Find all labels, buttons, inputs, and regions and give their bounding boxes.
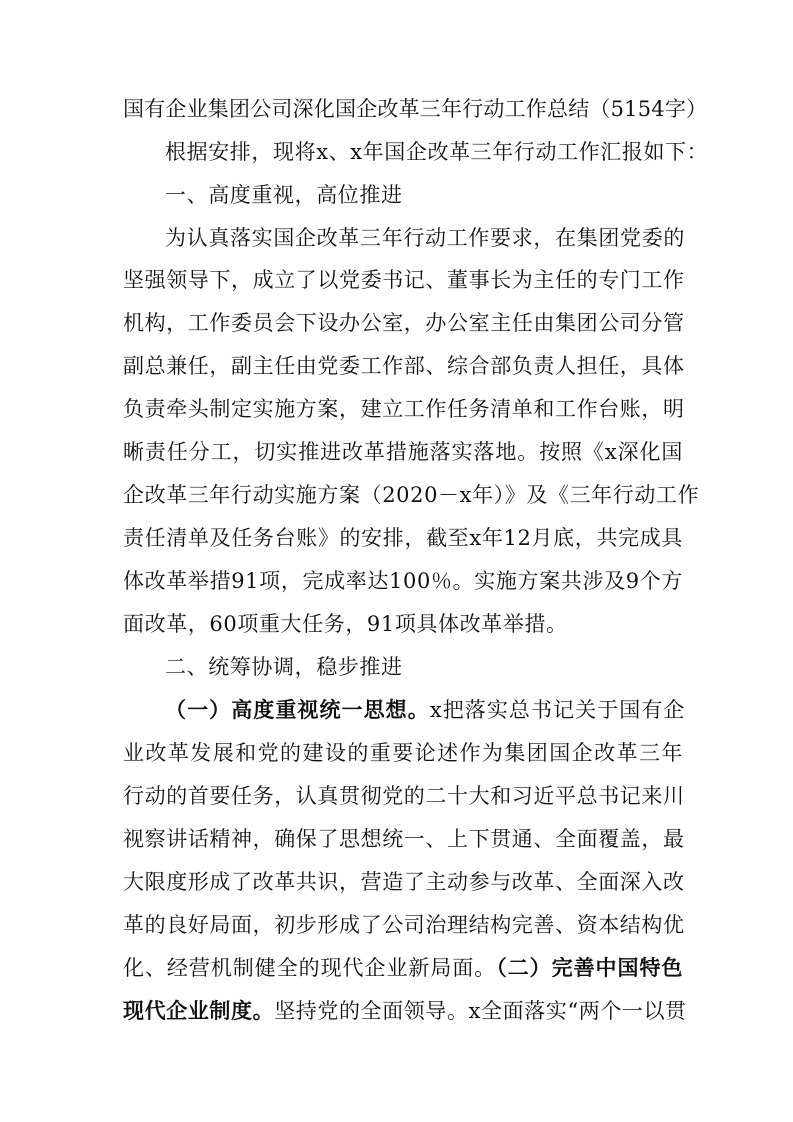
- section-1-line: 企改革三年行动实施方案（2020－x年）》及《三年行动工作: [123, 483, 700, 507]
- section-2-line: 大限度形成了改革共识，营造了主动参与改革、全面深入改: [123, 870, 685, 894]
- section-1-line: 责任清单及任务台账》的安排，截至x年12月底，共完成具: [123, 526, 683, 550]
- section-1-line: 坚强领导下，成立了以党委书记、董事长为主任的专门工作: [123, 268, 685, 292]
- section-1-line: 面改革，60项重大任务，91项具体改革举措。: [123, 612, 568, 636]
- subsection-2-title-part-1: （二）完善中国特色: [496, 955, 683, 980]
- section-1-line: 副总兼任，副主任由党委工作部、综合部负责人担任，具体: [123, 354, 685, 378]
- section-2-line-with-subsection-2: [123, 956, 683, 980]
- subsection-2-title-part-2: 现代企业制度。: [123, 998, 275, 1023]
- document-title: 国有企业集团公司深化国企改革三年行动工作总结（5154字）: [123, 97, 708, 121]
- subsection-1-text: x把落实总书记关于国有企: [429, 698, 685, 722]
- section-2-line: 业改革发展和党的建设的重要论述作为集团国企改革三年: [123, 741, 683, 765]
- intro-paragraph: 根据安排，现将x、x年国企改革三年行动工作汇报如下：: [165, 140, 709, 164]
- subsection-1-title: （一）高度重视统一思想。: [165, 697, 430, 722]
- section-1-heading: 一、高度重视，高位推进: [165, 183, 403, 207]
- section-2-heading: 二、统筹协调，稳步推进: [165, 655, 403, 679]
- section-1-line: 负责牵头制定实施方案，建立工作任务清单和工作台账，明: [123, 397, 685, 421]
- subsection-2-text: 坚持党的全面领导。x全面落实“两个一以贯: [274, 999, 687, 1023]
- section-1-line: 为认真落实国企改革三年行动工作要求，在集团党委的: [165, 226, 685, 250]
- section-2-first-line: [165, 698, 685, 722]
- section-2-last-line: [123, 998, 687, 1023]
- section-2-line: 革的良好局面，初步形成了公司治理结构完善、资本结构优: [123, 913, 685, 937]
- section-1-line: 体改革举措91项，完成率达100％。实施方案共涉及9个方: [123, 569, 683, 593]
- section-1-line: 机构，工作委员会下设办公室，办公室主任由集团公司分管: [123, 311, 685, 335]
- section-1-line: 晰责任分工，切实推进改革措施落实落地。按照《x深化国: [123, 440, 683, 464]
- section-2-line: 视察讲话精神，确保了思想统一、上下贯通、全面覆盖，最: [123, 827, 685, 851]
- section-2-line: 行动的首要任务，认真贯彻党的二十大和习近平总书记来川: [123, 784, 685, 808]
- subsection-1-conclusion: 化、经营机制健全的现代企业新局面。: [123, 956, 497, 980]
